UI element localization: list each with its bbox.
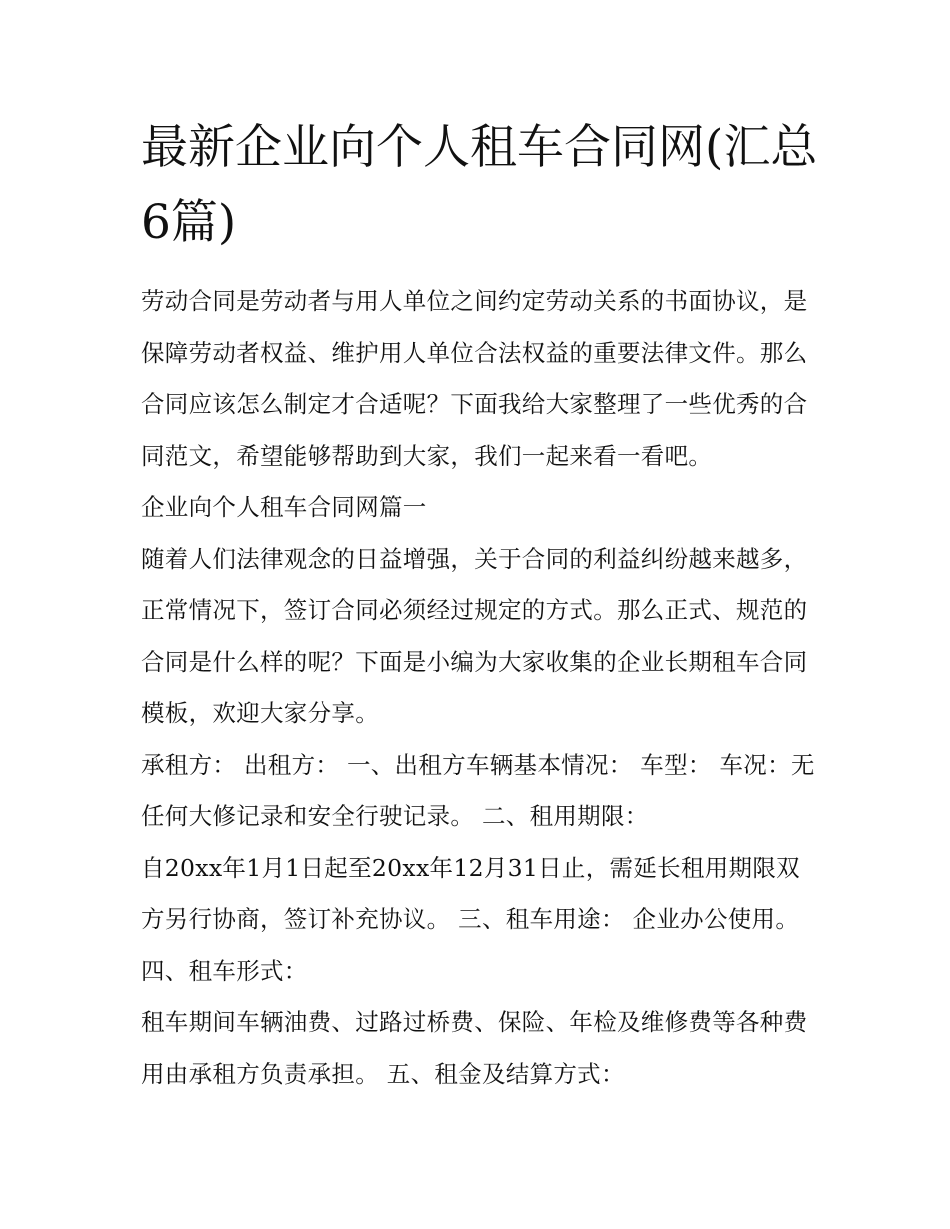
contract-clause: 承租方： 出租方： 一、出租方车辆基本情况： 车型： 车况：无任何大修记录和安全行驶记录。 二、租用期限： [141,750,815,830]
contract-clause: 租车期间车辆油费、过路过桥费、保险、年检及维修费等各种费用由承租方负责承担。 五、租金及结算方式： [141,1008,808,1088]
document-body [141,276,821,1100]
section-heading: 企业向个人租车合同网篇一 [141,493,427,521]
body-paragraph: 随着人们法律观念的日益增强，关于合同的利益纠纷越来越多，正常情况下，签订合同必须经过规定的方式。那么正式、规范的合同是什么样的呢？下面是小编为大家收集的企业长期租车合同模板，欢迎大家分享。 [141,544,808,727]
contract-clause: 自20xx年1月1日起至20xx年12月31日止，需延长租用期限双方另行协商，签订补充协议。 三、租车用途： 企业办公使用。 四、租车形式： [141,853,800,985]
intro-paragraph: 劳动合同是劳动者与用人单位之间约定劳动关系的书面协议，是保障劳动者权益、维护用人单位合法权益的重要法律文件。那么合同应该怎么制定才合适呢？下面我给大家整理了一些优秀的合同范文，希望能够帮助到大家，我们一起来看一看吧。 [141,287,808,470]
document-title: 最新企业向个人租车合同网(汇总6篇) [141,120,818,250]
